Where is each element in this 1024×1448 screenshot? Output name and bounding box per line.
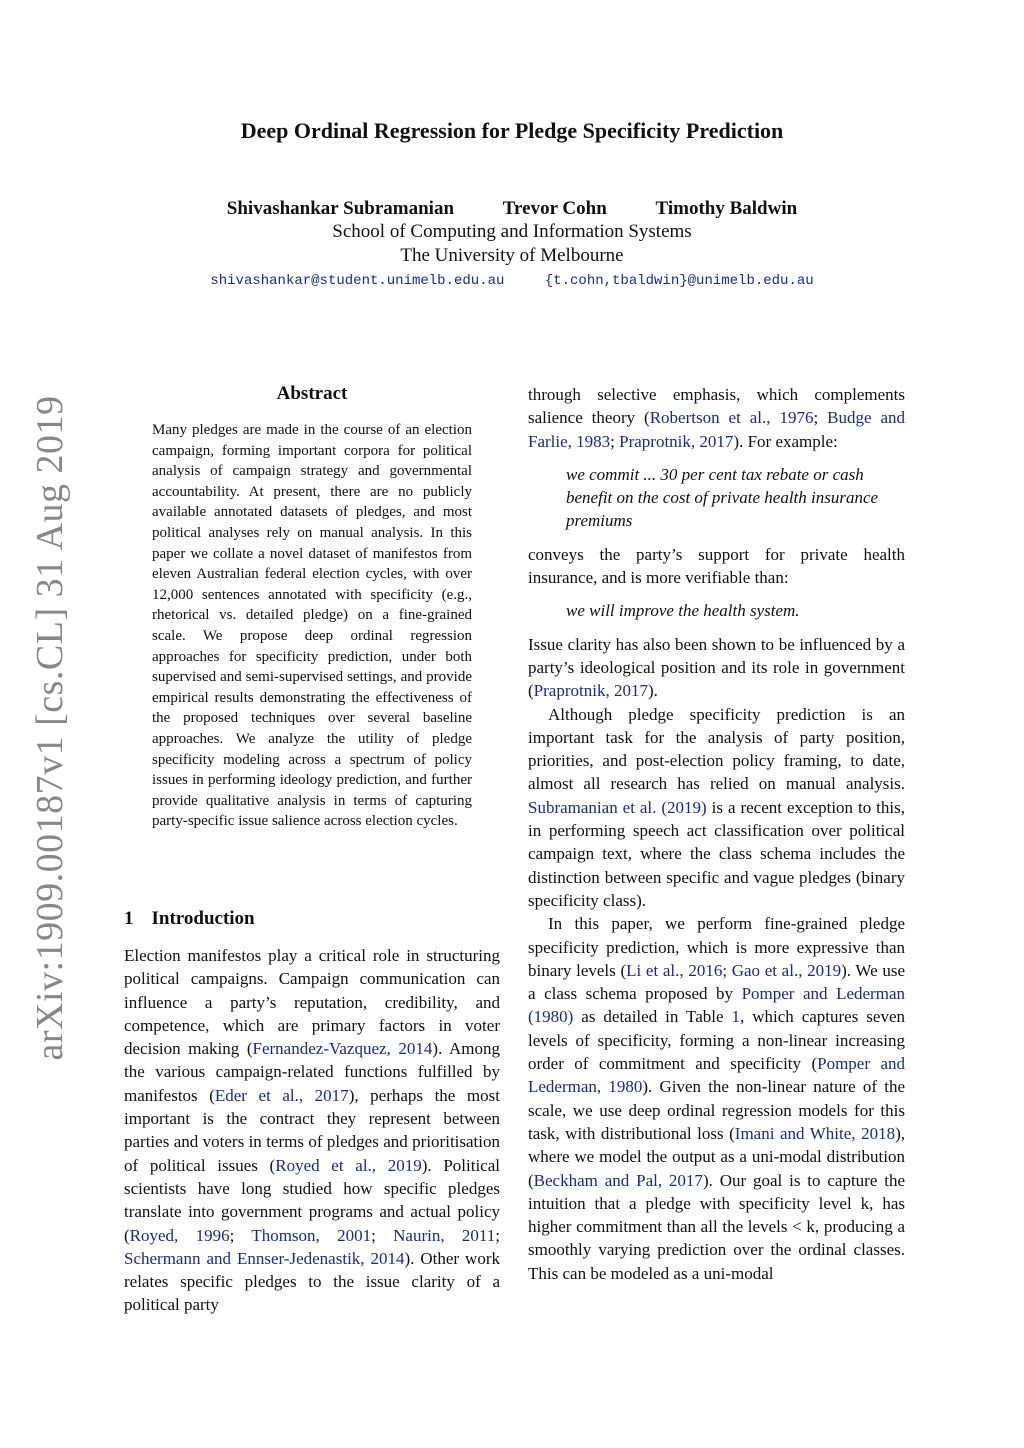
citation-link[interactable]: Fernandez-Vazquez, 2014 [252, 1039, 433, 1059]
citation-link[interactable]: Praprotnik, 2017 [533, 681, 648, 701]
author-list [0, 198, 1024, 220]
example-quote: we commit ... 30 per cent tax rebate or cash benefit on the cost of private health insurance premiums [566, 464, 879, 531]
text-run: Election manifestos play a critical role in structuring political campaigns. Campaign communication can influence a party’s reputation, credibility, and competence, which are primary factors in voter decision making ( [124, 946, 500, 1059]
text-run: ). Given the non-linear nature of the scale, we use deep ordinal regression models for this task, with distributional loss ( [528, 1077, 906, 1143]
citation-link[interactable]: Thomson, 2001 [251, 1225, 372, 1245]
email-link[interactable]: {t.cohn,tbaldwin}@unimelb.edu.au [544, 273, 814, 289]
section-number: 1 [124, 908, 134, 929]
citation-link[interactable]: Pomper and Lederman, 1980 [528, 1054, 905, 1097]
affiliation-school: School of Computing and Information Systems [332, 221, 692, 242]
abstract-heading: Abstract [276, 383, 348, 404]
citation-link[interactable]: Li et al., 2016; Gao et al., 2019 [626, 960, 842, 980]
paragraph [528, 703, 905, 913]
text-run: , which captures seven levels of specificity, forming a non-linear increasing order of commitment and specificity ( [528, 1007, 905, 1074]
text-run: ), perhaps the most important is the contract they represent between parties and voters in terms of pledges and prioritisation of political issues ( [124, 1085, 500, 1175]
citation-link[interactable]: Naurin, 2011 [393, 1225, 496, 1245]
text-run: Although pledge specificity prediction is an important task for the analysis of party position, priorities, and post-election policy framing, to date, almost all research has relied on manual analysis. [528, 704, 905, 794]
text-run: ; [495, 1225, 500, 1245]
example-quote: we will improve the health system. [566, 601, 800, 621]
text-run: ). Among the various campaign-related functions fulfilled by manifestos ( [124, 1039, 500, 1105]
author-name: Shivashankar Subramanian [226, 198, 455, 219]
citation-link[interactable]: Schermann and Ennser-Jedenastik, 2014 [124, 1248, 405, 1268]
author-emails [0, 273, 1024, 289]
citation-link[interactable]: Praprotnik, 2017 [619, 431, 734, 451]
paragraph [528, 912, 905, 1285]
text-run: ; [371, 1225, 394, 1245]
text-run: ; [610, 431, 620, 451]
text-run: ). Our goal is to capture the intuition that a pledge with specificity level k, has higher commitment than all the levels < k, producing a smoothly varying prediction over the ordinal classes. This can be modeled as a uni-modal [528, 1170, 906, 1283]
abstract-text: Many pledges are made in the course of an election campaign, forming important corpora for political analysis of campaign strategy and governmental accountability. At present, there are no publicly available annotated datasets of pledges, and most political analyses rely on manual analysis. In this paper we collate a novel dataset of manifestos from eleven Australian federal election cycles, with over 12,000 sentences annotated with specificity (e.g., rhetorical vs. detailed pledge) on a fine-grained scale. We propose deep ordinal regression approaches for specificity prediction, under both supervised and semi-supervised settings, and provide empirical results demonstrating the effectiveness of the proposed techniques over several baseline approaches. We analyze the utility of pledge specificity modeling across a spectrum of policy issues in performing ideology prediction, and further provide qualitative analysis in terms of capturing party-specific issue salience across election cycles. [152, 422, 472, 830]
citation-link[interactable]: Eder et al., 2017 [214, 1085, 349, 1105]
text-run: ). [647, 681, 658, 701]
left-column-body [124, 944, 500, 1317]
author-name: Timothy Baldwin [655, 198, 798, 219]
text-run: conveys the party’s support for private health insurance, and is more verifiable than: [528, 544, 905, 588]
citation-link[interactable]: Robertson et al., 1976 [649, 408, 814, 428]
email-link[interactable]: shivashankar@student.unimelb.edu.au [210, 273, 505, 289]
citation-link[interactable]: Imani and White, 2018 [734, 1123, 896, 1143]
citation-link[interactable]: 1 [731, 1007, 740, 1027]
text-run: Issue clarity has also been shown to be influenced by a party’s ideological position and its role in government ( [528, 634, 905, 701]
text-run: is a recent exception to this, in performing speech act classification over political campaign text, where the class schema includes the distinction between specific and vague pledges (binary specificity class). [528, 797, 905, 910]
author-name: Trevor Cohn [502, 198, 607, 219]
arxiv-identifier: arXiv:1909.00187v1 [cs.CL] 31 Aug 2019 [29, 395, 71, 1061]
citation-link[interactable]: Beckham and Pal, 2017 [533, 1170, 703, 1190]
paper-title: Deep Ordinal Regression for Pledge Specificity Prediction [240, 118, 784, 143]
affiliation-university: The University of Melbourne [400, 245, 624, 266]
right-column-body [528, 383, 905, 1285]
citation-link[interactable]: Royed et al., 2019 [275, 1155, 422, 1175]
text-run: In this paper, we perform fine-grained pledge specificity prediction, which is more expressive than binary levels ( [528, 914, 905, 980]
paragraph [528, 633, 905, 703]
section-heading [124, 908, 255, 930]
text-run: ), where we model the output as a uni-modal distribution ( [528, 1123, 905, 1190]
paragraph [124, 944, 500, 1317]
citation-link[interactable]: Pomper and Lederman (1980) [528, 984, 905, 1027]
citation-link[interactable]: Royed, 1996 [129, 1225, 230, 1245]
text-run: ; [229, 1225, 252, 1245]
text-run: as detailed in Table [573, 1007, 732, 1027]
text-run: ). We use a class schema proposed by [528, 960, 906, 1004]
citation-link[interactable]: Budge and Farlie, 1983 [528, 408, 905, 451]
text-run: ). Political scientists have long studied how specific pledges translate into government programs and actual policy ( [124, 1155, 500, 1245]
text-run: ; [813, 408, 828, 428]
text-run: ). Other work relates specific pledges to the issue clarity of a political party [124, 1248, 500, 1315]
citation-link[interactable]: Subramanian et al. (2019) [528, 797, 707, 817]
section-title: Introduction [151, 908, 255, 929]
text-run: through selective emphasis, which complements salience theory ( [528, 385, 905, 428]
text-run: ). For example: [733, 431, 838, 451]
paragraph [528, 543, 905, 590]
paragraph [528, 383, 905, 453]
